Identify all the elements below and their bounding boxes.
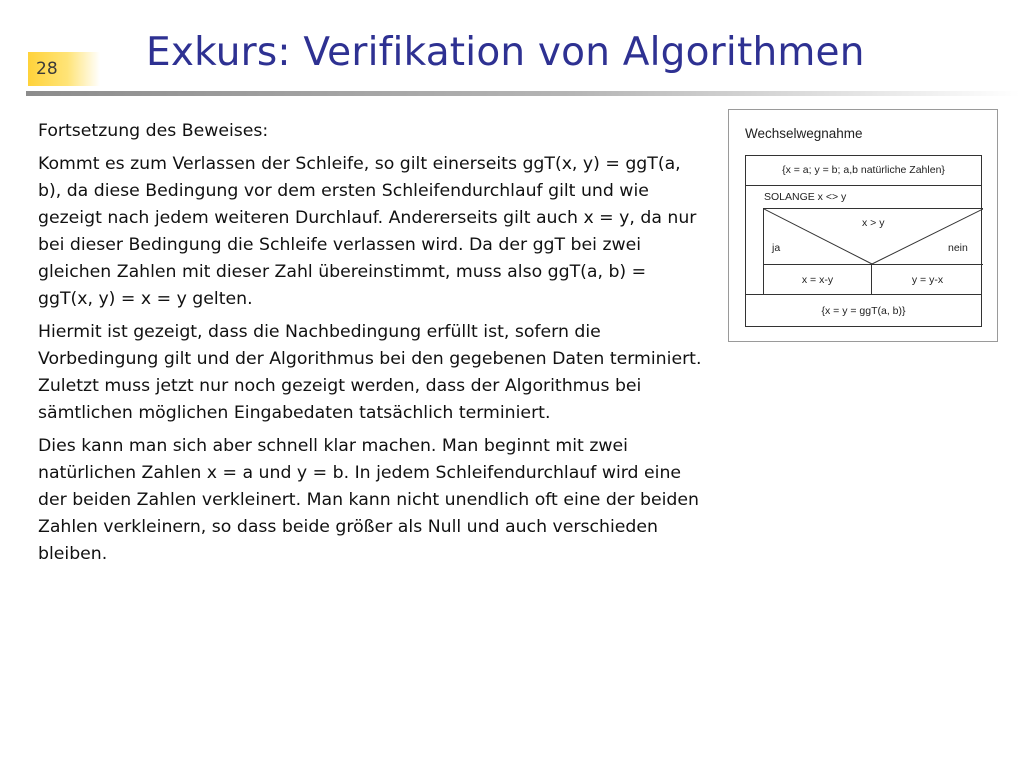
loop-body [764,208,983,294]
nassi-shneiderman-diagram [745,155,982,327]
branch-row [764,264,983,295]
title-divider [26,91,1020,96]
precondition-box: {x = a; y = b; a,b natürliche Zahlen} [746,156,981,186]
body-text [38,118,702,574]
loop-header: SOLANGE x <> y [764,191,847,203]
condition-label: x > y [862,217,885,229]
no-action: y = y-x [911,274,944,286]
paragraph-termination: Dies kann man sich aber schnell klar machen. Man beginnt mit zwei natürlichen Zahlen x = a und y = b. In jedem Schleifendurchlauf wird eine der beiden Zahlen verkleinert. Man kann nicht unendlich oft eine der beiden Zahlen verkleinern, so dass beide größer als Null und auch verschieden bleiben. [38,436,699,564]
loop-side-bar [746,208,764,294]
no-branch-label: nein [948,242,968,254]
structogram-title: Wechselwegnahme [745,126,863,141]
paragraph-intro: Fortsetzung des Beweises: [38,121,269,141]
paragraph-postcondition: Hiermit ist gezeigt, dass die Nachbedingung erfüllt ist, sofern die Vorbedingung gilt und der Algorithmus bei den gegebenen Daten terminiert. Zuletzt muss jetzt nur noch gezeigt werden, dass der Algorithmus bei sämtlichen möglichen Eingabedaten tatsächlich terminiert. [38,322,702,423]
yes-branch-label: ja [772,242,781,254]
structogram-figure [728,109,998,342]
slide-title: Exkurs: Verifikation von Algorithmen [146,30,865,75]
yes-action: x = x-y [764,265,872,295]
postcondition-box: {x = y = ggT(a, b)} [746,294,981,326]
paragraph-loop-exit: Kommt es zum Verlassen der Schleife, so gilt einerseits ggT(x, y) = ggT(a, b), da diese Bedingung vor dem ersten Schleifendurchlauf gilt und wie gezeigt nach jedem weiteren Durchlauf. Andererseits gilt auch x = y, da nur bei dieser Bedingung die Schleife verlassen wird. Da der ggT bei zwei gleichen Zahlen mit dieser Zahl übereinstimmt, muss also ggT(a, b) = ggT(x, y) = x = y gelten. [38,154,697,309]
slide-number: 28 [28,52,100,86]
